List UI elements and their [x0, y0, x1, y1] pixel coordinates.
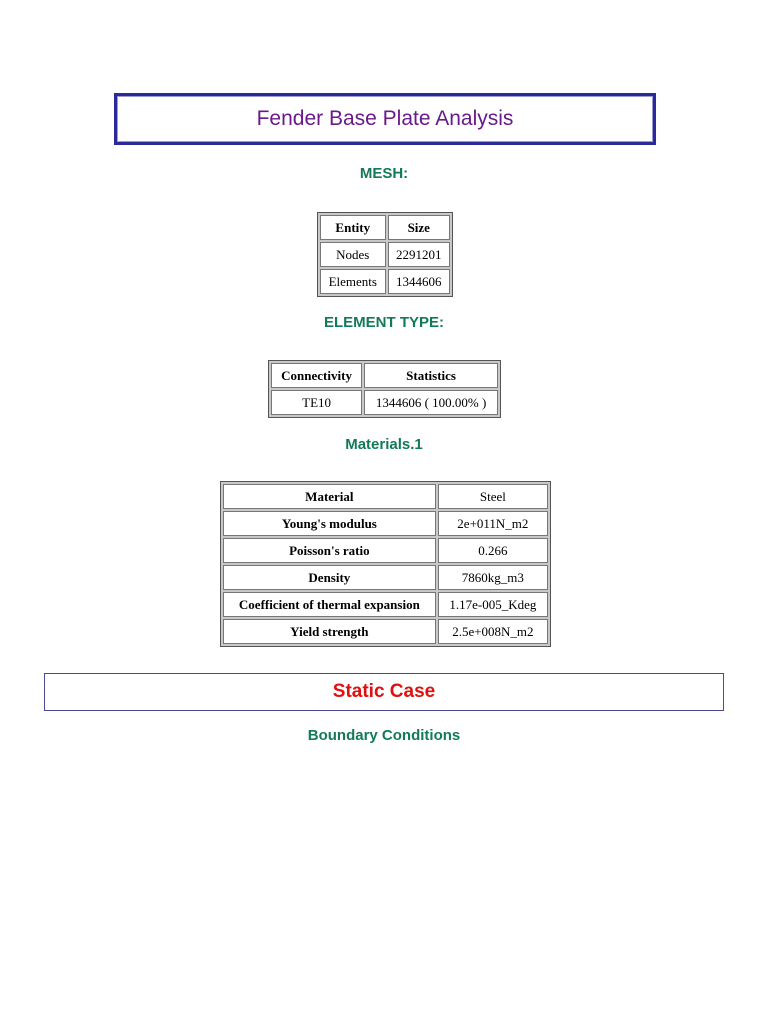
material-property-label: Density [223, 565, 436, 590]
report-title: Fender Base Plate Analysis [256, 107, 514, 130]
table-row [223, 565, 548, 590]
material-property-label: Yield strength [223, 619, 436, 644]
material-property-label: Coefficient of thermal expansion [223, 592, 436, 617]
material-property-value: 2e+011N_m2 [438, 511, 548, 536]
mesh-header-size: Size [388, 215, 450, 240]
element-header-connectivity: Connectivity [271, 363, 362, 388]
element-type-table [268, 360, 501, 418]
material-property-value: Steel [438, 484, 548, 509]
mesh-cell-entity: Nodes [320, 242, 386, 267]
table-row [223, 619, 548, 644]
table-row [320, 242, 450, 267]
element-type-heading: ELEMENT TYPE: [323, 314, 444, 331]
mesh-cell-size: 1344606 [388, 269, 450, 294]
mesh-heading: MESH: [359, 165, 409, 182]
element-cell-connectivity: TE10 [271, 390, 362, 415]
boundary-conditions-heading: Boundary Conditions [307, 727, 461, 744]
material-property-value: 1.17e-005_Kdeg [438, 592, 548, 617]
materials-heading: Materials.1 [345, 436, 423, 453]
mesh-cell-entity: Elements [320, 269, 386, 294]
table-row [223, 538, 548, 563]
table-row [271, 390, 498, 415]
material-property-value: 2.5e+008N_m2 [438, 619, 548, 644]
mesh-cell-size: 2291201 [388, 242, 450, 267]
table-row [320, 215, 450, 240]
static-case-box [44, 673, 724, 711]
material-property-value: 7860kg_m3 [438, 565, 548, 590]
static-case-heading: Static Case [332, 681, 436, 702]
mesh-table [317, 212, 453, 297]
table-row [223, 592, 548, 617]
element-cell-statistics: 1344606 ( 100.00% ) [364, 390, 498, 415]
table-row [271, 363, 498, 388]
element-header-statistics: Statistics [364, 363, 498, 388]
material-property-label: Young's modulus [223, 511, 436, 536]
table-row [320, 269, 450, 294]
mesh-header-entity: Entity [320, 215, 386, 240]
report-title-box [114, 93, 656, 145]
table-row [223, 511, 548, 536]
material-property-label: Poisson's ratio [223, 538, 436, 563]
table-row [223, 484, 548, 509]
materials-table [220, 481, 551, 647]
material-property-label: Material [223, 484, 436, 509]
material-property-value: 0.266 [438, 538, 548, 563]
